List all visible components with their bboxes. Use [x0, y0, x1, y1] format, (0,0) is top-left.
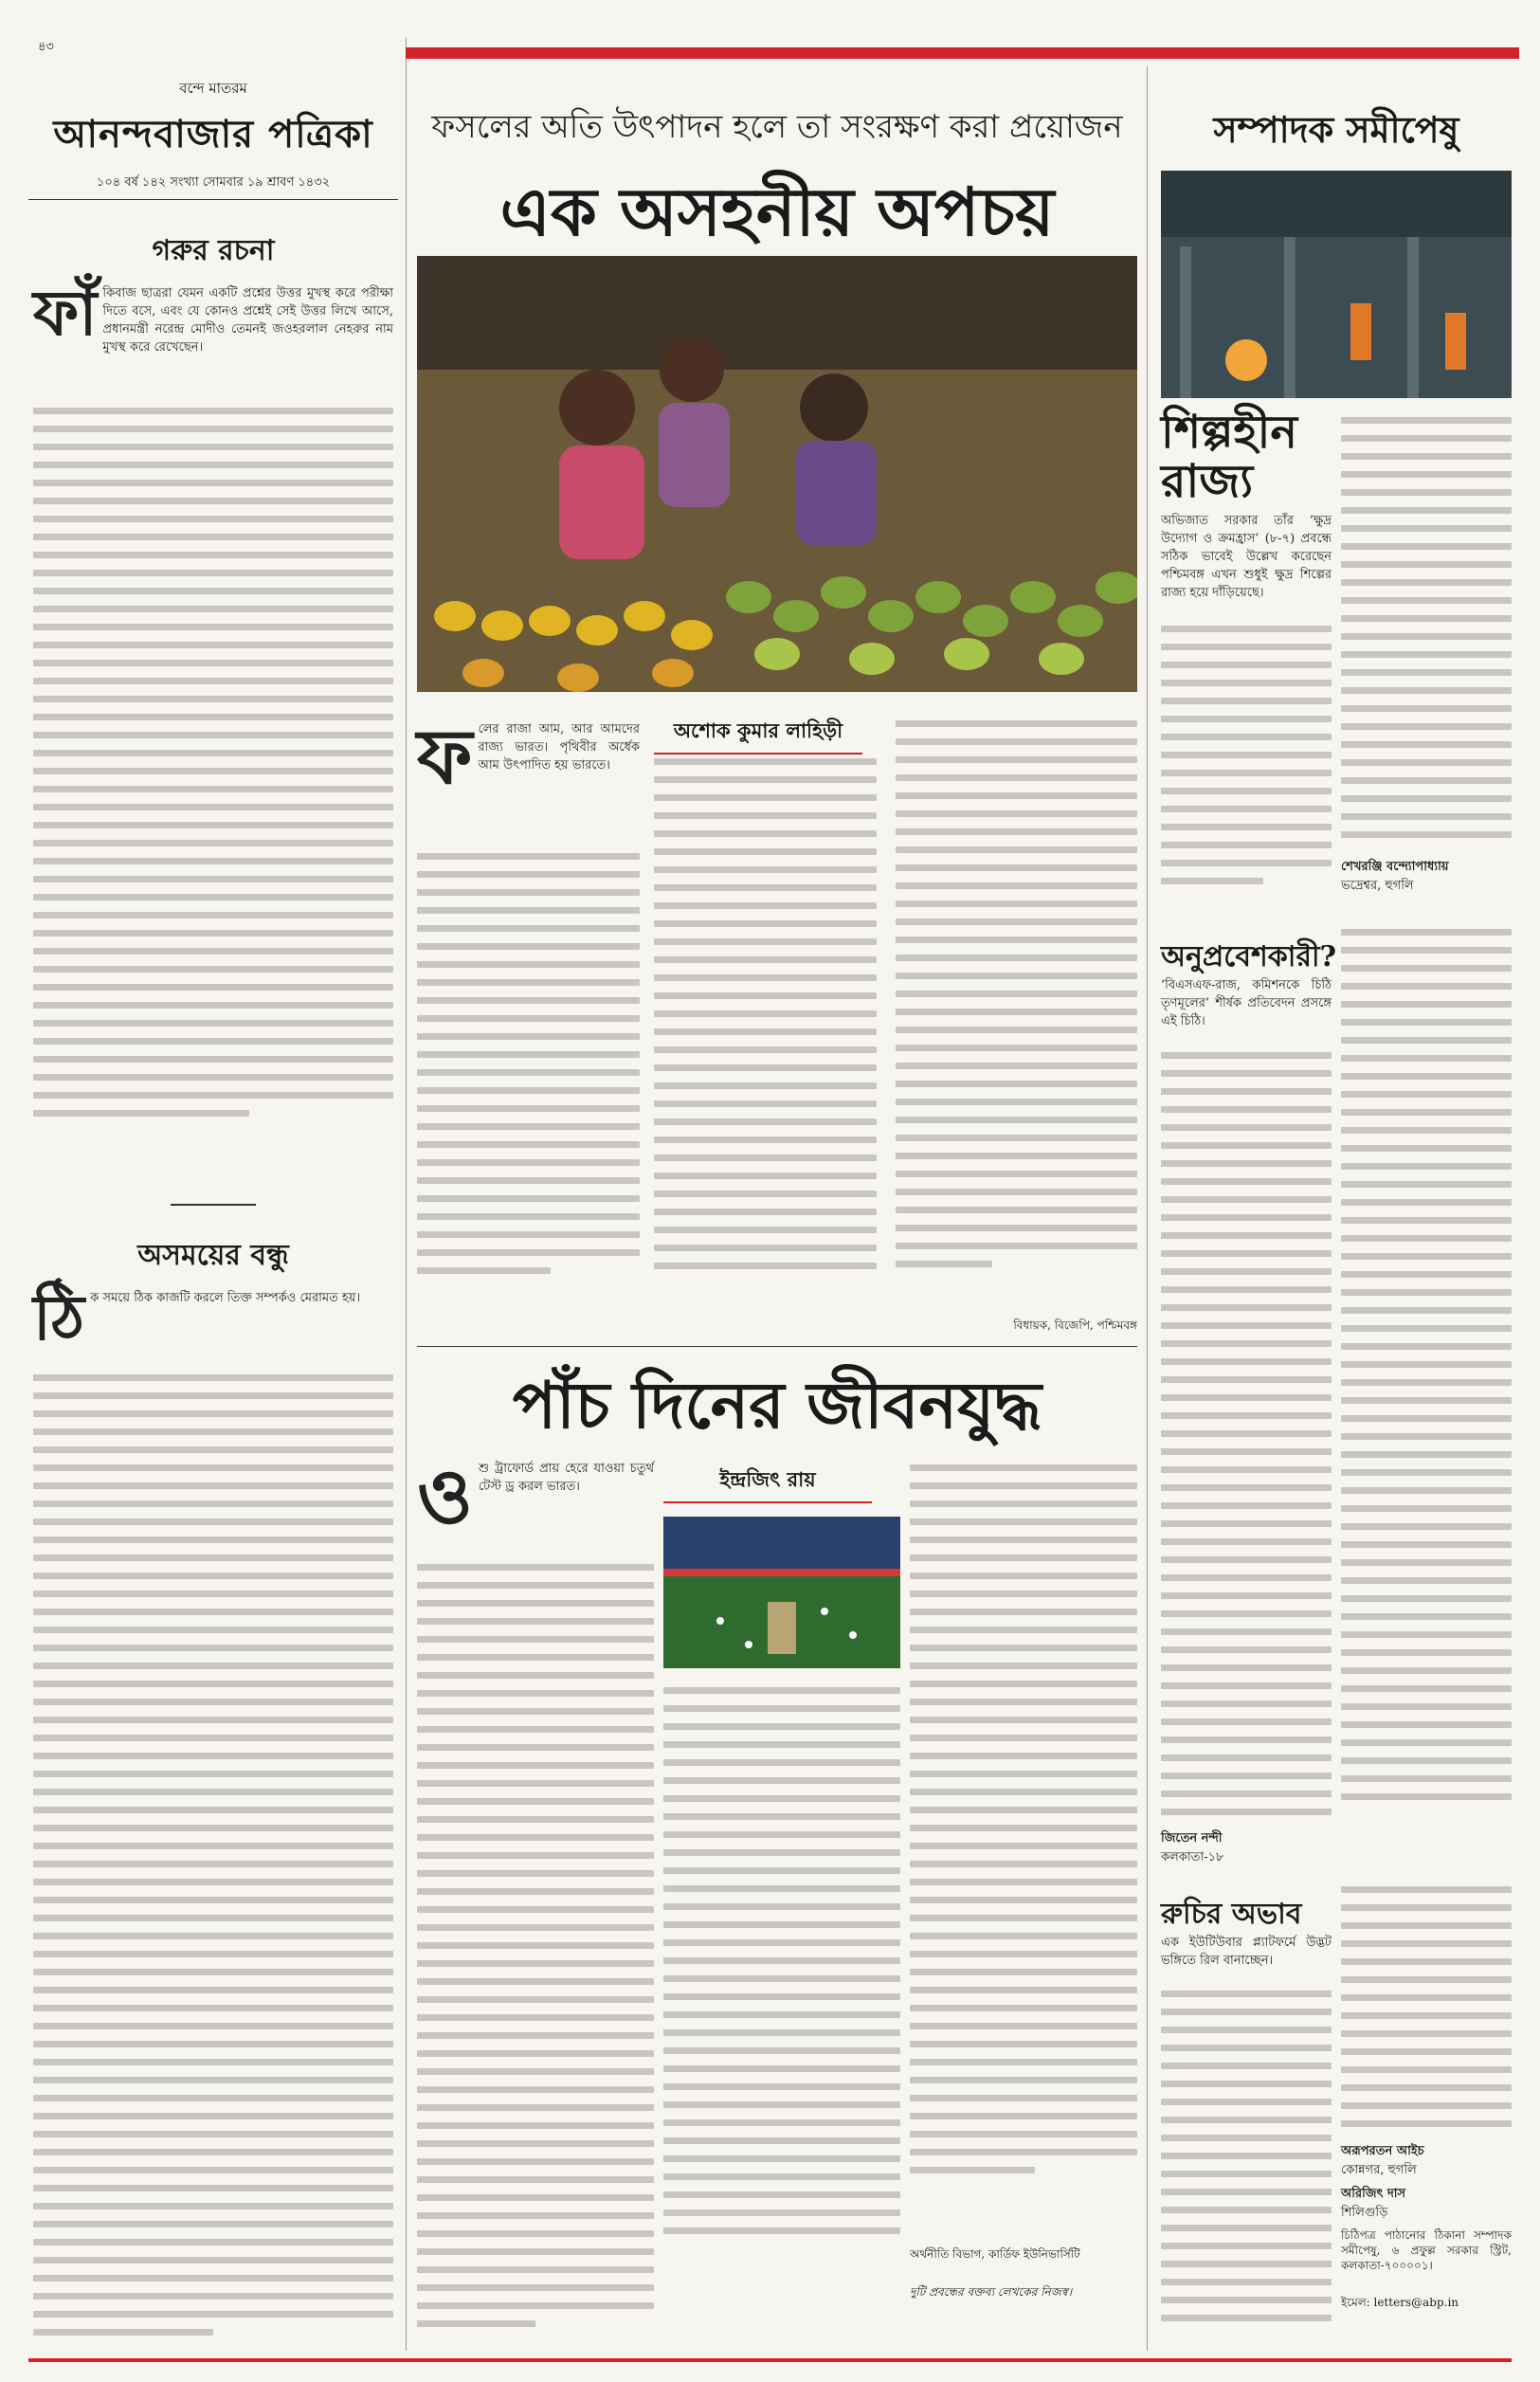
- article-col-2: [654, 758, 877, 1318]
- text-lines: [654, 758, 877, 1281]
- bottom-accent-bar: [28, 2358, 1512, 2362]
- letter-2-place: কলকাতা-১৮: [1161, 1850, 1224, 1864]
- text-lines: [1341, 929, 1512, 1811]
- factory-workers-photo: [1161, 171, 1512, 398]
- letter-3-lead: এক ইউটিউবার প্ল্যাটফর্মে উদ্ভট ভঙ্গিতে রিল বানাচ্ছেন।: [1161, 1936, 1332, 1968]
- text-lines: [1161, 1052, 1332, 1827]
- letter-3-place: কোন্নগর, হুগলি: [1341, 2163, 1417, 2177]
- letter-4-signature: অরিজিৎ দাস: [1341, 2187, 1406, 2201]
- letter-2-lead: ‘বিএসএফ-রাজ, কমিশনকে চিঠি তৃণমূলের’ শীর্ষক প্রতিবেদন প্রসঙ্গে এই চিঠি।: [1161, 978, 1332, 1028]
- letter-1-col-1: [1161, 512, 1332, 929]
- text-lines: [663, 1687, 900, 2246]
- letter-2-title: অনুপ্রবেশকারী?: [1161, 940, 1337, 973]
- editorial-2-title: অসময়ের বন্ধু: [137, 1239, 289, 1272]
- cricket-match-photo: [663, 1517, 900, 1668]
- accent-bar: [406, 47, 1519, 59]
- editorial-1-lead: কিবাজ ছাত্ররা যেমন একটি প্রশ্নের উত্তর মুখস্থ করে পরীক্ষা দিতে বসে, এবং যে কোনও প্রশ্নেই সেই উত্তর লিখে আসে, প্রধানমন্ত্রী নরেন্দ্র মোদীও তেমনই জওহরলাল নেহরুর নাম মুখস্থ করে রেখেছেন।: [102, 286, 393, 355]
- letter-4-place: শিলিগুড়ি: [1341, 2206, 1388, 2220]
- letter-3-col-2: [1341, 1886, 1512, 2322]
- text-lines: [1341, 1886, 1512, 2138]
- masthead-slogan: বন্দে মাতরম: [179, 80, 247, 97]
- editorial-1-dropcap: ফাঁ: [33, 276, 98, 350]
- text-lines: [1161, 1991, 1332, 2333]
- letters-address: চিঠিপত্র পাঠানোর ঠিকানা সম্পাদক সমীপেষু, ৬ প্রফুল্ল সরকার স্ট্রিট, কলকাতা-৭০০০০১।: [1341, 2228, 1512, 2272]
- text-lines: [1161, 626, 1332, 896]
- article-2-col-2: [663, 1687, 900, 2294]
- article-2-col-3: [910, 1464, 1137, 2242]
- text-lines: [33, 1374, 393, 2347]
- letter-1-col-2: [1341, 417, 1512, 910]
- kicker: ফসলের অতি উৎপাদন হলে তা সংরক্ষণ করা প্রয়োজন: [431, 108, 1123, 146]
- editorial-2-lead: ক সময়ে ঠিক কাজটি করলে তিক্ত সম্পর্কও মেরামত হয়।: [90, 1291, 361, 1305]
- letter-1-lead: অভিজাত সরকার তাঁর ‘ক্ষুদ্র উদ্যোগ ও ক্রমহ্রাস’ (৮-৭) প্রবন্ধে সঠিক ভাবেই উল্লেখ করেছেন পশ্চিমবঙ্গ এখন শুধুই ক্ষুদ্র শিল্পের রাজ্য হয়ে দাঁড়িয়েছে।: [1161, 514, 1332, 600]
- letter-2-signature: জিতেন নন্দী: [1161, 1831, 1223, 1846]
- article-col-1: [417, 712, 640, 1318]
- editorial-2-body: [33, 1281, 393, 2332]
- article-col-3: [896, 720, 1137, 1318]
- mango-market-photo: [417, 256, 1137, 692]
- letter-3-title: রুচির অভাব: [1161, 1898, 1302, 1931]
- letter-3-signature: অরূপরতন আইচ: [1341, 2144, 1424, 2158]
- headline: এক অসহনীয় অপচয়: [499, 173, 1055, 251]
- article-dropcap: ফ: [417, 712, 473, 801]
- text-lines: [910, 1464, 1137, 2185]
- text-lines: [1341, 417, 1512, 849]
- byline-2: ইন্দ্রজিৎ রায়: [663, 1464, 872, 1503]
- text-lines: [33, 408, 393, 1128]
- paper-name: আনন্দবাজার পত্রিকা: [53, 112, 373, 156]
- editorial-1-body: [33, 276, 393, 1185]
- editorial-2-dropcap: ঠি: [33, 1281, 85, 1355]
- article-lead: লের রাজা আম, আর আমদের রাজ্য ভারত। পৃথিবীর অর্ধেক আম উৎপাদিত হয় ভারতে।: [478, 722, 640, 773]
- headline-2: পাঁচ দিনের জীবনযুদ্ধ: [512, 1368, 1042, 1444]
- letter-3-col-1: [1161, 1934, 1332, 2351]
- text-lines: [417, 853, 640, 1285]
- letter-1-place: ভদ্রেশ্বর, হুগলি: [1341, 879, 1414, 893]
- text-lines: [896, 720, 1137, 1279]
- article-2-lead: শু ট্রাফোর্ড প্রায় হেরে যাওয়া চতুর্থ টেস্ট ড্র করল ভারত।: [478, 1462, 654, 1494]
- letter-2-col-1: [1161, 976, 1332, 1867]
- page-marker: ৪৩: [38, 40, 54, 54]
- byline: অশোক কুমার লাহিড়ী: [654, 716, 862, 755]
- author-credit: বিধায়ক, বিজেপি, পশ্চিমবঙ্গ: [1013, 1318, 1137, 1332]
- article-2-dropcap: ও: [417, 1451, 473, 1540]
- disclaimer-note: দুটি প্রবন্ধের বক্তব্য লেখকের নিজস্ব।: [910, 2285, 1073, 2299]
- letters-title: সম্পাদক সমীপেষু: [1213, 108, 1459, 151]
- letters-email[interactable]: ইমেল: letters@abp.in: [1341, 2296, 1459, 2309]
- letter-1-title: শিল্পহীন রাজ্য: [1161, 406, 1297, 508]
- letter-1-signature: শেখরঞ্জি বন্দ্যোপাধ্যায়: [1341, 860, 1449, 874]
- article-2-col-1: [417, 1451, 654, 2313]
- editorial-1-title: গরুর রচনা: [152, 234, 275, 267]
- dateline: ১০৪ বর্ষ ১৪২ সংখ্যা সোমবার ১৯ শ্রাবণ ১৪৩২: [96, 175, 331, 190]
- letter-2-col-2: [1341, 929, 1512, 1858]
- text-lines: [417, 1564, 654, 2338]
- author-credit-2: অর্থনীতি বিভাগ, কার্ডিফ ইউনিভার্সিটি: [910, 2247, 1080, 2261]
